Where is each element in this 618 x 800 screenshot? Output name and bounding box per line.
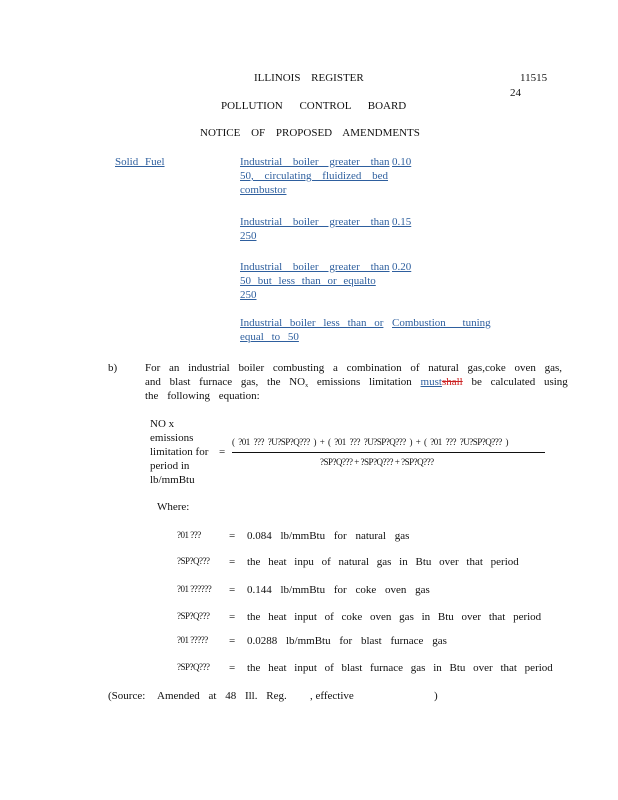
fuel-row-desc-line1: Industrial boiler greater than xyxy=(240,216,390,228)
nox-subscript: x xyxy=(305,383,309,389)
fuel-row-desc-line3: combustor xyxy=(240,184,287,196)
paragraph-text: and blast furnace gas, the NO xyxy=(145,376,306,388)
paragraph-label: b) xyxy=(108,362,118,374)
equation-numerator: ( ?01 ??? ?U?SP?Q??? ) + ( ?01 ??? ?U?SP?Q??? ) + ( ?01 ??? ?U?SP?Q??? ) xyxy=(232,437,509,447)
paragraph-text: emissions limitation xyxy=(308,376,421,388)
definition-equals: = xyxy=(229,556,236,568)
equation-lhs-line: lb/mmBtu xyxy=(150,474,195,486)
fraction-bar xyxy=(232,452,545,453)
paragraph-line: For an industrial boiler combusting a combination of natural gas,coke oven gas, xyxy=(145,362,563,374)
source-close: ) xyxy=(434,690,438,702)
fuel-row-desc-line2: 50 but less than or equalto xyxy=(240,275,376,287)
definition-equals: = xyxy=(229,584,236,596)
fuel-row-desc-line1: Industrial boiler less than or xyxy=(240,317,384,329)
definition-equals: = xyxy=(229,611,236,623)
source-open: (Source: xyxy=(108,690,146,702)
fuel-row-value: Combustion tuning xyxy=(392,317,491,329)
equation-lhs-line: limitation for xyxy=(150,446,209,458)
paragraph-line: the following equation: xyxy=(145,390,260,402)
issue-number: 24 xyxy=(510,87,521,99)
definition-equals: = xyxy=(229,530,236,542)
definition-text: 0.144 lb/mmBtu for coke oven gas xyxy=(247,584,430,596)
fuel-row-value: 0.20 xyxy=(392,261,412,273)
fuel-row-desc-line2: 250 xyxy=(240,230,257,242)
definition-symbol: ?SP?Q??? xyxy=(177,556,210,566)
definition-symbol: ?SP?Q??? xyxy=(177,611,210,621)
equation-lhs-line: NO x xyxy=(150,418,175,430)
definition-text: 0.084 lb/mmBtu for natural gas xyxy=(247,530,410,542)
fuel-row-desc-line1: Industrial boiler greater than xyxy=(240,156,390,168)
source-amended: Amended at 48 Ill. Reg. xyxy=(157,690,287,702)
definition-text: the heat inpu of natural gas in Btu over that period xyxy=(247,556,519,568)
page-number: 11515 xyxy=(520,72,548,84)
definition-symbol: ?01 ??? xyxy=(177,530,201,540)
equation-denominator: ?SP?Q??? + ?SP?Q??? + ?SP?Q??? xyxy=(320,457,434,467)
agency-title: POLLUTION CONTROL BOARD xyxy=(221,100,407,112)
definition-symbol: ?01 ????? xyxy=(177,635,208,645)
paragraph-text: be calculated using xyxy=(462,376,568,388)
source-effective: , effective xyxy=(310,690,354,702)
definition-text: 0.0288 lb/mmBtu for blast furnace gas xyxy=(247,635,447,647)
fuel-row-desc-line1: Industrial boiler greater than xyxy=(240,261,390,273)
definition-symbol: ?SP?Q??? xyxy=(177,662,210,672)
definition-equals: = xyxy=(229,635,236,647)
definition-equals: = xyxy=(229,662,236,674)
fuel-category: Solid Fuel xyxy=(115,156,165,168)
definition-text: the heat input of blast furnace gas in Btu over that period xyxy=(247,662,553,674)
paragraph-line xyxy=(145,376,568,389)
equation-lhs-line: period in xyxy=(150,460,190,472)
definition-symbol: ?01 ?????? xyxy=(177,584,212,594)
fuel-row-value: 0.15 xyxy=(392,216,412,228)
equation-equals: = xyxy=(219,446,226,458)
deleted-word: shall xyxy=(441,376,463,388)
equation-lhs-line: emissions xyxy=(150,432,194,444)
fuel-row-desc-line3: 250 xyxy=(240,289,257,301)
fuel-row-value: 0.10 xyxy=(392,156,412,168)
fuel-row-desc-line2: equal to 50 xyxy=(240,331,299,343)
inserted-word: must xyxy=(420,376,442,388)
definition-text: the heat input of coke oven gas in Btu over that period xyxy=(247,611,542,623)
register-title: ILLINOIS REGISTER xyxy=(254,72,364,84)
where-label: Where: xyxy=(157,501,190,513)
notice-title: NOTICE OF PROPOSED AMENDMENTS xyxy=(200,127,420,139)
fuel-row-desc-line2: 50, circulating fluidized bed xyxy=(240,170,389,182)
